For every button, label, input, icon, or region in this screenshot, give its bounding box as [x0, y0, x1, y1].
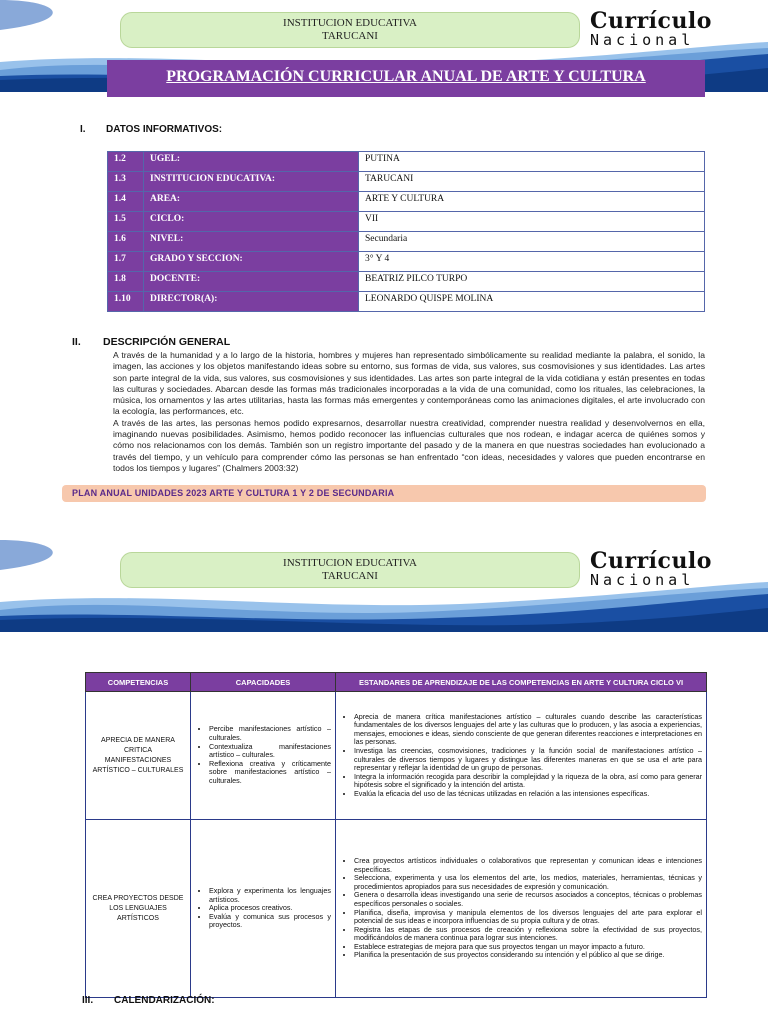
col-header-capacidades: CAPACIDADES — [191, 673, 336, 692]
list-item: • Selecciona, experimenta y usa los elementos del arte, los medios, materiales, herramientas, técnicas y procedimientos apropiados para sus necesidades de expresión y comunicación. — [354, 874, 702, 891]
info-key: DOCENTE: — [144, 272, 359, 292]
curriculo-nacional-logo: Currículo Nacional — [590, 548, 712, 589]
list-item: • Integra la información recogida para describir la complejidad y la riqueza de la obra, así como para generar hipótesis sobre el significado y la intención del artista. — [354, 773, 702, 790]
table-row — [86, 820, 707, 998]
description-text — [113, 350, 705, 474]
list-item: • Registra las etapas de sus procesos de creación y reflexiona sobre la efectividad de sus proyectos, modificándolos de manera continua para lograr sus intenciones. — [354, 926, 702, 943]
col-header-competencias: COMPETENCIAS — [86, 673, 191, 692]
capacidades-cell — [191, 820, 336, 998]
description-paragraph: A través de la humanidad y a lo largo de la historia, hombres y mujeres han representado simbólicamente su realidad mediante la palabra, el sonido, la imagen, las acciones y los objetos manifestando ideas sobre su entorno, sus formas de vida, sus valores, sus cosmovisiones y sus identidades. Las artes son parte integral de la vida, sus valores, sus cosmovisiones y sus identidades. Las artes son parte integral de la vida cotidiana y están presentes en todas las culturas y sociedades. Abarcan desde las formas más tradicionales incorporadas a la vida de una comunidad, como los rituales, las celebraciones, la música, los ornamentos y las artes utilitarias, hasta las formas más emergentes y contemporáneas como las animaciones digitales, el arte involucrado con la ecología, las performances, etc. — [113, 350, 705, 417]
page-title-text: PROGRAMACIÓN CURRICULAR ANUAL DE ARTE Y CULTURA — [166, 68, 646, 85]
col-header-estandares: ESTANDARES DE APRENDIZAJE DE LAS COMPETENCIAS EN ARTE Y CULTURA CICLO VI — [336, 673, 707, 692]
institution-box — [120, 12, 580, 48]
competencias-table — [85, 672, 707, 998]
estandares-cell — [336, 820, 707, 998]
table-row — [86, 692, 707, 820]
institution-line2: TARUCANI — [322, 570, 378, 582]
list-item: • Percibe manifestaciones artístico – culturales. — [209, 725, 331, 742]
info-number: 1.5 — [108, 212, 144, 232]
info-value: PUTINA — [359, 152, 705, 172]
info-value: ARTE Y CULTURA — [359, 192, 705, 212]
estandares-cell — [336, 692, 707, 820]
list-item: • Explora y experimenta los lenguajes artísticos. — [209, 887, 331, 904]
section-calendarizacion-heading: III. CALENDARIZACIÓN: — [82, 995, 215, 1006]
info-value: Secundaria — [359, 232, 705, 252]
table-row — [108, 292, 705, 312]
section-descripcion-heading: II. DESCRIPCIÓN GENERAL — [72, 336, 231, 348]
info-value: VII — [359, 212, 705, 232]
info-key: AREA: — [144, 192, 359, 212]
plan-anual-bar — [62, 485, 706, 502]
info-number: 1.4 — [108, 192, 144, 212]
plan-anual-label: PLAN ANUAL UNIDADES 2023 ARTE Y CULTURA 1 Y 2 DE SECUNDARIA — [72, 488, 395, 498]
page-title — [107, 60, 705, 97]
table-row — [108, 212, 705, 232]
list-item: • Genera o desarrolla ideas investigando una serie de recursos asociados a conceptos, técnicas o problemas específicos personales o sociales. — [354, 891, 702, 908]
capacidades-cell — [191, 692, 336, 820]
info-number: 1.2 — [108, 152, 144, 172]
list-item: • Aprecia de manera crítica manifestaciones artístico – culturales cuando describe las características fundamentales de los diversos lenguajes del arte y las culturas que lo producen, y las asocia a experiencias, mensajes, emociones e ideas, siendo consciente de que generan diferentes reacciones e interpretaciones en las personas. — [354, 713, 702, 747]
info-key: NIVEL: — [144, 232, 359, 252]
competencia-name: APRECIA DE MANERA CRITICA MANIFESTACIONES ARTÍSTICO – CULTURALES — [86, 692, 191, 820]
list-item: • Planifica la presentación de sus proyectos considerando su intención y el público al que se dirige. — [354, 951, 702, 960]
list-item: • Contextualiza manifestaciones artístico – culturales. — [209, 743, 331, 760]
table-row — [108, 172, 705, 192]
info-number: 1.8 — [108, 272, 144, 292]
list-item: • Crea proyectos artísticos individuales o colaborativos que representan y comunican ideas e intenciones específicas. — [354, 857, 702, 874]
curriculo-nacional-logo: Currículo Nacional — [590, 8, 712, 49]
header-banner-2 — [0, 540, 768, 632]
info-value: LEONARDO QUISPE MOLINA — [359, 292, 705, 312]
section-datos-heading: I. DATOS INFORMATIVOS: — [80, 124, 223, 135]
table-row — [108, 272, 705, 292]
list-item: • Planifica, diseña, improvisa y manipula elementos de los diversos lenguajes del arte para explorar el potencial de sus ideas e incorpora influencias de su propia cultura y de otras. — [354, 909, 702, 926]
info-number: 1.6 — [108, 232, 144, 252]
institution-line1: INSTITUCION EDUCATIVA — [283, 557, 417, 569]
table-row — [108, 152, 705, 172]
competencia-name: CREA PROYECTOS DESDE LOS LENGUAJES ARTÍSTICOS — [86, 820, 191, 998]
info-key: CICLO: — [144, 212, 359, 232]
info-key: UGEL: — [144, 152, 359, 172]
info-value: 3° Y 4 — [359, 252, 705, 272]
institution-line2: TARUCANI — [322, 30, 378, 42]
info-key: INSTITUCION EDUCATIVA: — [144, 172, 359, 192]
info-value: TARUCANI — [359, 172, 705, 192]
info-key: DIRECTOR(A): — [144, 292, 359, 312]
list-item: • Evalúa y comunica sus procesos y proyectos. — [209, 913, 331, 930]
list-item: • Investiga las creencias, cosmovisiones, tradiciones y la función social de manifestaciones artístico – culturales de diversos tiempos y lugares y distingue las diferentes maneras en que se usa el arte para representar y reflejar la identidad de un grupo de personas. — [354, 747, 702, 773]
info-number: 1.7 — [108, 252, 144, 272]
institution-box — [120, 552, 580, 588]
info-number: 1.10 — [108, 292, 144, 312]
info-value: BEATRIZ PILCO TURPO — [359, 272, 705, 292]
table-row — [108, 192, 705, 212]
table-row — [108, 252, 705, 272]
list-item: • Evalúa la eficacia del uso de las técnicas utilizadas en relación a las intensiones específicas. — [354, 790, 702, 799]
table-row — [108, 232, 705, 252]
description-paragraph: A través de las artes, las personas hemos podido expresarnos, desarrollar nuestra creatividad, comprender nuestra realidad y desenvolvernos en ella, imaginando nuevas posibilidades. Asimismo, hemos podido reconocer las influencias culturales que nos rodean, e indagar acerca de quiénes somos y cómo nos relacionamos con los demás. También son un registro importante del pasado y de la manera en que nuestras sociedades han evolucionado a través del tiempo, y un vehículo para comprender cómo las personas se han enfrentado “con ideas, necesidades y valores que pueden encontrarse en todos los tiempos y lugares” (Chalmers 2003:32) — [113, 417, 705, 473]
list-item: • Aplica procesos creativos. — [209, 904, 331, 913]
list-item: • Establece estrategias de mejora para que sus proyectos tengan un mayor impacto a futuro. — [354, 943, 702, 952]
info-key: GRADO Y SECCION: — [144, 252, 359, 272]
info-table — [107, 151, 705, 312]
institution-line1: INSTITUCION EDUCATIVA — [283, 17, 417, 29]
info-number: 1.3 — [108, 172, 144, 192]
list-item: • Reflexiona creativa y críticamente sobre manifestaciones artístico – culturales. — [209, 760, 331, 786]
